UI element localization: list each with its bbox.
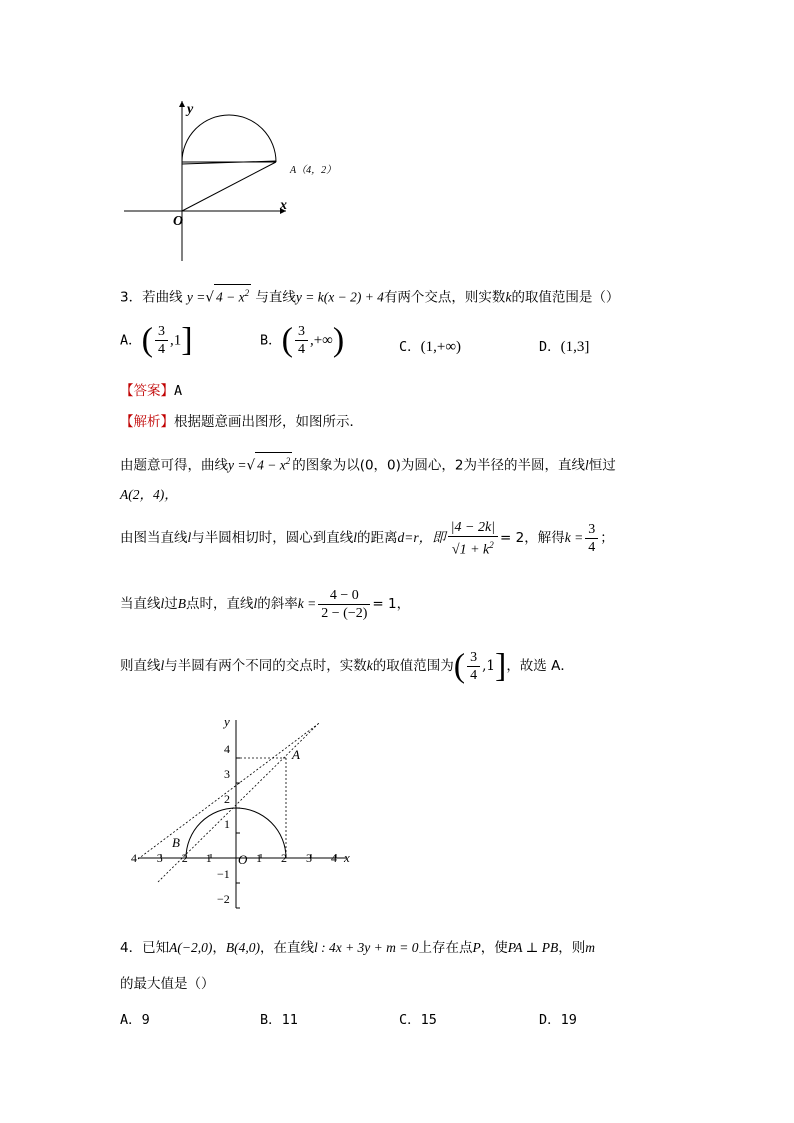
y-axis-label: y xyxy=(187,102,194,117)
y-tick: −1 xyxy=(217,867,230,881)
x-tick: 4 xyxy=(331,851,337,865)
question-4-stem-cont: 的最大值是（） xyxy=(120,976,215,992)
question-number: 4． xyxy=(120,940,143,956)
y-tick: 3 xyxy=(224,767,230,781)
x-axis-label: x xyxy=(344,850,350,865)
figure-2 xyxy=(128,712,368,912)
x-tick: −3 xyxy=(150,851,163,865)
x-tick: 2 xyxy=(281,851,287,865)
semicircle xyxy=(182,115,276,162)
point-a-label: A（4，2） xyxy=(290,165,337,176)
y-axis-label: y xyxy=(224,714,230,729)
x-tick: −1 xyxy=(199,851,212,865)
option-a[interactable]: A．( $\frac{3}{4}$ ,1] xyxy=(120,321,193,359)
analysis-line-4: 由图当直线l与半圆相切时，圆心到直线l的距离d=r，即 $\frac{|4 - 2k|}{√1 + k^2}$ = 2，解得k = $\frac{3}{4}$ ； xyxy=(120,519,614,558)
question-number: 3． xyxy=(120,289,143,306)
option-d[interactable]: D．(1,3] xyxy=(539,339,590,355)
ray-origin-a xyxy=(182,162,276,211)
x-tick: −2 xyxy=(175,851,188,865)
answer-line xyxy=(120,381,182,401)
option-c[interactable]: C．(1,+∞) xyxy=(399,339,462,355)
answer-tag: 【答案】 xyxy=(120,383,174,399)
y-tick: −2 xyxy=(217,892,230,906)
origin-label: O xyxy=(238,852,248,867)
figure-1 xyxy=(118,95,348,265)
point-a-label: A xyxy=(292,747,300,762)
question-3-stem: 3．若曲线 y =√ $4 - x^2$ 与直线y = k(x − 2) + 4有两个交点，则实数k的取值范围是（） xyxy=(120,284,619,308)
answer-value: A xyxy=(174,383,183,399)
q4-option-c[interactable]: C．15 xyxy=(399,1012,437,1028)
analysis-line-5: 当直线l过B点时，直线l的斜率k = $\frac{4 - 0}{2 - (-2)}$ = 1， xyxy=(120,588,411,621)
question-4-stem: 4．已知A(−2,0)，B(4,0)，在直线l : 4x + 3y + m = 0上存在点P，使PA ⊥ PB，则m xyxy=(120,940,595,956)
slope-fraction: $\frac{4 - 0}{2 - (-2)}$ xyxy=(318,587,370,622)
analysis-line-2: 由题意可得，曲线y =√ $4 - x^2$ 的图象为以(0，0)为圆心，2为半径的半圆，直线l恒过 xyxy=(120,452,616,476)
y-tick: 1 xyxy=(224,817,230,831)
q4-option-a[interactable]: A．9 xyxy=(120,1012,150,1028)
x-tick: 4 xyxy=(131,851,137,865)
q4-option-d[interactable]: D．19 xyxy=(539,1012,577,1028)
point-b-label: B xyxy=(172,835,180,850)
option-b[interactable]: B．( $\frac{3}{4}$ ,+∞) xyxy=(260,321,345,359)
radicand: $4 - x^2$ xyxy=(214,284,251,306)
origin-label: O xyxy=(173,214,184,229)
analysis-tag: 【解析】 xyxy=(120,414,174,430)
x-tick: 1 xyxy=(256,851,262,865)
x-axis-label: x xyxy=(280,198,287,213)
y-tick: 4 xyxy=(224,742,230,756)
x-tick: 3 xyxy=(306,851,312,865)
analysis-line-1: 【解析】根据题意画出图形，如图所示． xyxy=(120,414,363,430)
q4-option-b[interactable]: B．11 xyxy=(260,1012,298,1028)
distance-fraction: $\frac{|4 - 2k|}{√1 + k^2}$ xyxy=(448,519,498,559)
y-tick: 2 xyxy=(224,792,230,806)
analysis-line-6: 则直线l与半圆有两个不同的交点时，实数k的取值范围为( $\frac{3}{4}$ ,1]，故选 A． xyxy=(120,647,574,685)
analysis-line-3: A(2，4)， xyxy=(120,487,178,502)
